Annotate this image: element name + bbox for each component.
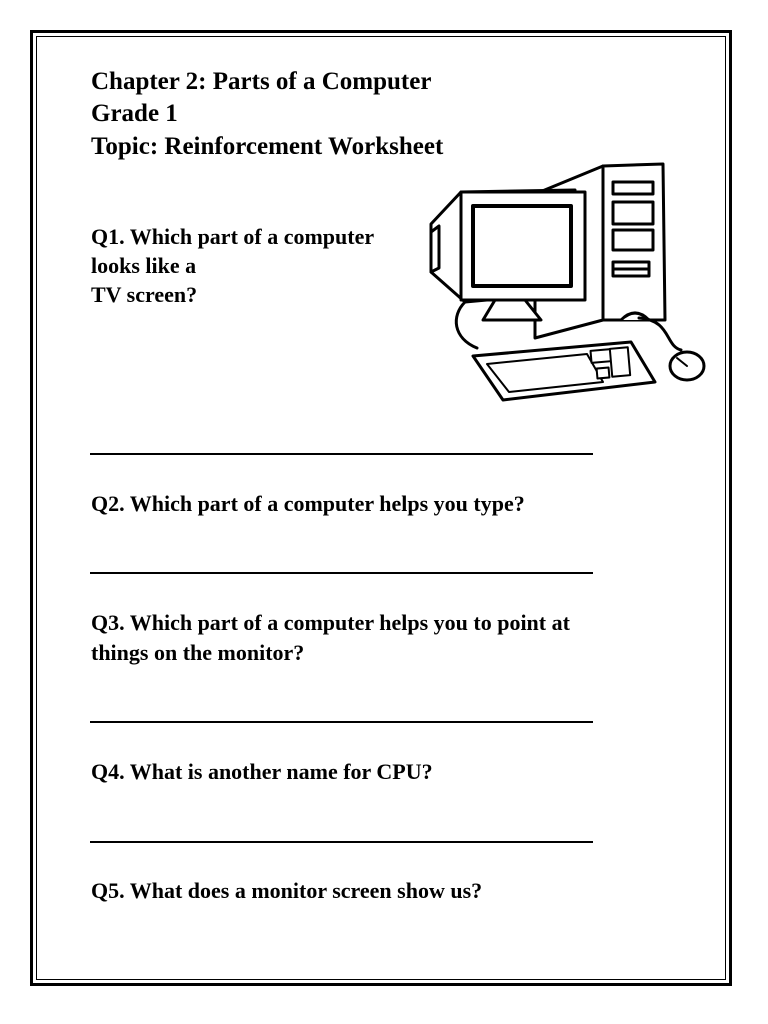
answer-line-3[interactable]: [90, 721, 593, 723]
question-2: Q2. Which part of a computer helps you type?: [91, 491, 525, 516]
question-1-line-3: TV screen?: [91, 282, 198, 307]
answer-line-2[interactable]: [90, 572, 593, 574]
grade-label: Grade 1: [91, 100, 178, 127]
question-1-line-1: Q1. Which part of a computer: [91, 224, 375, 249]
topic-label: Topic: Reinforcement Worksheet: [91, 133, 444, 160]
question-3-line-1: Q3. Which part of a computer helps you to point at: [91, 610, 570, 635]
answer-line-4[interactable]: [90, 841, 593, 843]
question-4: Q4. What is another name for CPU?: [91, 759, 433, 784]
question-5: Q5. What does a monitor screen show us?: [91, 878, 483, 903]
chapter-title: Chapter 2: Parts of a Computer: [91, 68, 432, 95]
question-1-line-2: looks like a: [91, 253, 197, 278]
answer-line-1[interactable]: [90, 453, 593, 455]
question-3-line-2: things on the monitor?: [91, 640, 305, 665]
desktop-computer-icon: [425, 160, 707, 412]
